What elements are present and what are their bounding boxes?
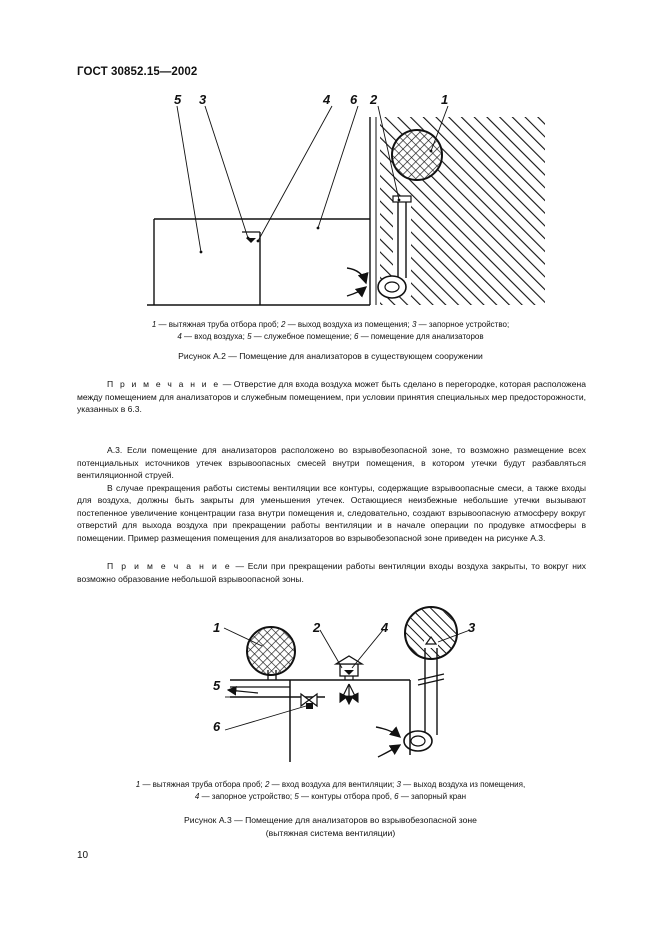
figure-a2-legend: 1 — вытяжная труба отбора проб; 2 — выход воздуха из помещения; 3 — запорное устройство; 4 — вход воздуха; 5 — служебное помещение; 6 — помещение для анализаторов <box>151 320 510 341</box>
document-header: ГОСТ 30852.15—2002 <box>77 66 198 78</box>
fan-icon <box>404 731 432 751</box>
fig-a2-label-6: 6 <box>350 92 358 107</box>
fig-a2-label-3: 3 <box>199 92 207 107</box>
fig-a2-label-1: 1 <box>441 92 449 107</box>
fig-a2-label-2: 2 <box>370 92 378 107</box>
figure-a3-title-line-1: Рисунок А.3 — Помещение для анализаторов во взрывобезопасной зоне <box>184 815 477 825</box>
note-1: П р и м е ч а н и е — Отверстие для входа воздуха может быть сделано в перегородке, которая расположена между помещением для анализаторов и служебным помещением, при условии принятия специальных мер предосторожности, указанных в 6.3. <box>77 379 586 414</box>
fig-a3-label-3: 3 <box>468 620 476 635</box>
note-2: П р и м е ч а н и е — Если при прекращении работы вентиляции входы воздуха закрыты, то вокруг них возможно образование небольшой взрывоопасной зоны. <box>77 561 586 584</box>
air-outlet-icon <box>406 608 456 658</box>
fig-a3-label-2: 2 <box>313 620 321 635</box>
section-a3-paragraph-1: А.3. Если помещение для анализаторов расположено во взрывобезопасной зоне, то возможно размещение всех потенциальных источников утечек взрывоопасных смесей внутри помещения, в котором утечки будут разбавляться вентиляционной струей. <box>77 445 586 480</box>
fig-a3-label-1: 1 <box>213 620 221 635</box>
exhaust-stack-icon <box>248 628 294 674</box>
fig-a2-label-4: 4 <box>323 92 331 107</box>
figure-a2-title: Рисунок А.2 — Помещение для анализаторов в существующем сооружении <box>178 351 483 361</box>
fig-a3-label-6: 6 <box>213 719 221 734</box>
fig-a3-label-5: 5 <box>213 678 221 693</box>
figure-a3-title-line-2: (вытяжная система вентиляции) <box>265 828 396 838</box>
figure-a3-legend: 1 — вытяжная труба отбора проб; 2 — вход воздуха для вентиляции; 3 — выход воздуха из помещения, 4 — запорное устройство; 5 — контуры отбора проб, 6 — запорный кран <box>135 780 526 801</box>
fig-a3-label-4: 4 <box>381 620 389 635</box>
section-a3-paragraph-2: В случае прекращения работы системы вентиляции все контуры, содержащие взрывоопасные смеси, а также входы для воздуха, должны быть закрыты для уменьшения утечек. Остающиеся неизбежные небольшие утечки вызывают постепенное увеличение концентрации газа внутри помещения и, следовательно, создают взрывоопасную атмосферу вокруг отверстий для выхода воздуха при прекращении работы вентиляции и в начале операции по продувке атмосферы в помещении. Пример размещения помещения для анализаторов во взрывобезопасной зоне приведен на рисунке А.3. <box>77 482 586 543</box>
fig-a2-label-5: 5 <box>174 92 182 107</box>
page-number: 10 <box>77 850 89 861</box>
